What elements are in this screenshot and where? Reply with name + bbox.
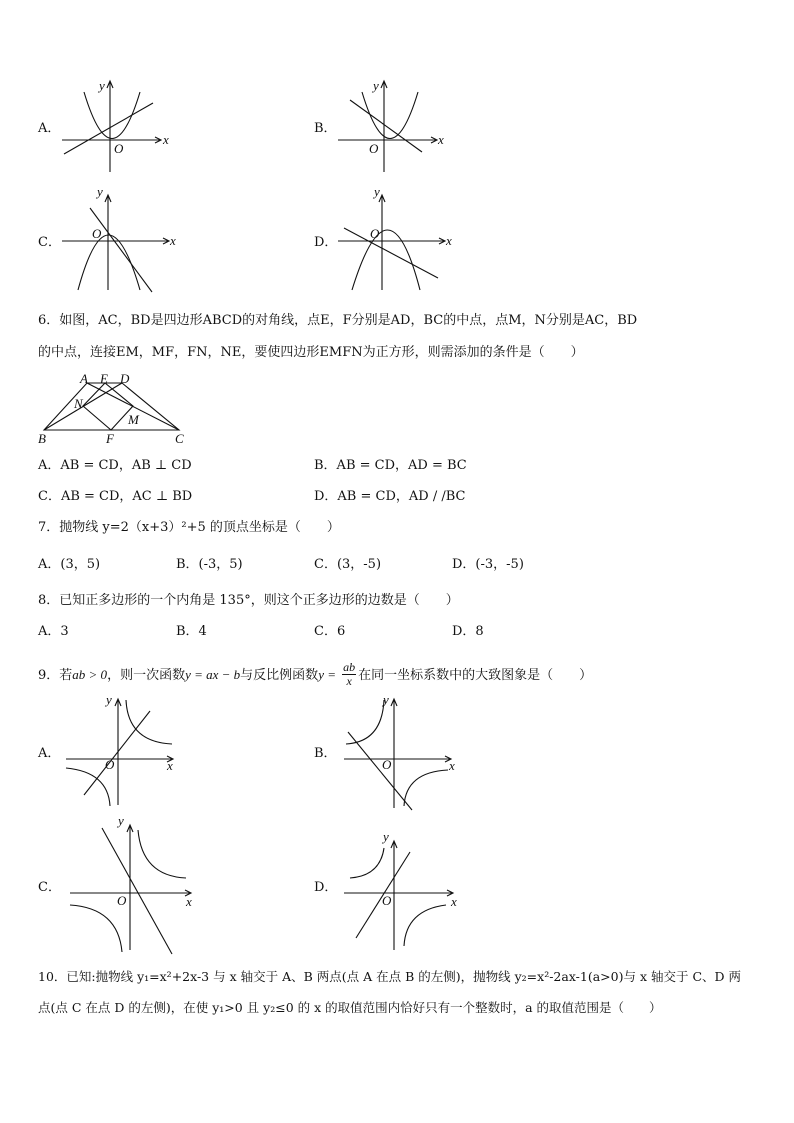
q9-option-c-label: C． [38,880,61,895]
q10-stem-line2: 点(点 C 在点 D 的左侧)，在使 y₁>0 且 y₂≤0 的 x 的取值范围内恰好只有一个整数时，a 的取值范围是（ ） [38,1000,662,1015]
q9-condition: ab > 0 [72,667,108,682]
q7-option-c: C．(3，-5) [314,557,382,572]
q9-graph-d [0,0,1,1]
q6-label-e: E [100,371,108,386]
q9-b-y-label: y [383,692,389,707]
q5-a-origin-label: O [114,141,124,156]
q9-fraction-numerator: ab [343,660,356,674]
q6-label-n: N [74,396,83,411]
q5-option-b-label: B． [314,121,337,136]
q6-option-d: D．AB = CD，AD / /BC [314,489,466,504]
q6-stem-line1: 6．如图，AC，BD是四边形ABCD的对角线，点E，F分别是AD，BC的中点，点M，N分别是AC，BD [38,313,638,328]
q5-c-origin-label: O [92,226,102,241]
q9-c-y-label: y [118,813,124,828]
q9-d-x-label: x [451,894,457,909]
q9-stem [38,662,592,689]
q5-option-c-label: C． [38,235,61,250]
q5-b-y-label: y [373,78,379,93]
q9-stem-b: ，则一次函数 [107,668,186,683]
q5-b-origin-label: O [369,141,379,156]
q6-option-a: A．AB = CD，AB ⊥ CD [38,458,192,473]
q7-option-d: D．(-3，-5) [452,557,524,572]
q5-d-origin-label: O [370,226,380,241]
q9-fraction [342,661,356,688]
q7-option-b: B．(-3，5) [176,557,243,572]
q9-stem-d: 在同一坐标系数中的大致图象是（ ） [358,668,593,683]
q9-d-y-label: y [383,829,389,844]
q6-label-b: B [38,431,46,446]
q5-b-x-label: x [438,132,444,147]
q5-c-y-label: y [97,184,103,199]
q9-linear-function: y = ax − b [185,667,241,682]
q7-stem: 7．抛物线 y=2（x+3）²+5 的顶点坐标是（ ） [38,520,340,535]
q5-option-d-label: D． [314,235,338,250]
q9-a-x-label: x [167,758,173,773]
q9-option-d-label: D． [314,880,338,895]
q9-a-origin-label: O [105,757,115,772]
q5-d-y-label: y [374,184,380,199]
q9-fraction-denominator: x [346,674,352,688]
q5-d-x-label: x [446,233,452,248]
q9-d-origin-label: O [382,893,392,908]
q6-label-a: A [80,371,88,386]
q9-b-origin-label: O [382,757,392,772]
q7-option-a: A．(3，5) [38,557,101,572]
q6-label-m: M [128,412,139,427]
q5-a-x-label: x [163,132,169,147]
q5-c-x-label: x [170,233,176,248]
q6-label-c: C [175,431,184,446]
q10-stem-line1: 10．已知:抛物线 y₁=x²+2x-3 与 x 轴交于 A、B 两点(点 A 在点 B 的左侧)，抛物线 y₂=x²-2ax-1(a>0)与 x 轴交于 C、D 两 [38,969,741,984]
q6-label-f: F [106,431,114,446]
q9-stem-c: 与反比例函数 [240,668,319,683]
q5-option-a-label: A． [38,121,61,136]
q9-a-y-label: y [106,692,112,707]
q9-option-b-label: B． [314,746,337,761]
q9-c-x-label: x [186,894,192,909]
q6-option-b: B．AB = CD，AD = BC [314,458,467,473]
q9-c-origin-label: O [117,893,127,908]
q8-option-a: A．3 [38,624,69,639]
q9-b-x-label: x [449,758,455,773]
q8-option-b: B．4 [176,624,207,639]
q8-stem: 8．已知正多边形的一个内角是 135°，则这个正多边形的边数是（ ） [38,593,459,608]
q9-stem-a: 9．若 [38,668,73,683]
q9-reciprocal-lhs: y = [318,667,336,682]
q9-option-a-label: A． [38,746,61,761]
q5-a-y-label: y [99,78,105,93]
q8-option-c: C．6 [314,624,346,639]
q6-stem-line2: 的中点，连接EM，MF，FN，NE，要使四边形EMFN为正方形，则需添加的条件是（ ） [38,345,584,360]
q8-option-d: D．8 [452,624,484,639]
q6-option-c: C．AB = CD，AC ⊥ BD [38,489,193,504]
q6-label-d: D [120,371,130,386]
